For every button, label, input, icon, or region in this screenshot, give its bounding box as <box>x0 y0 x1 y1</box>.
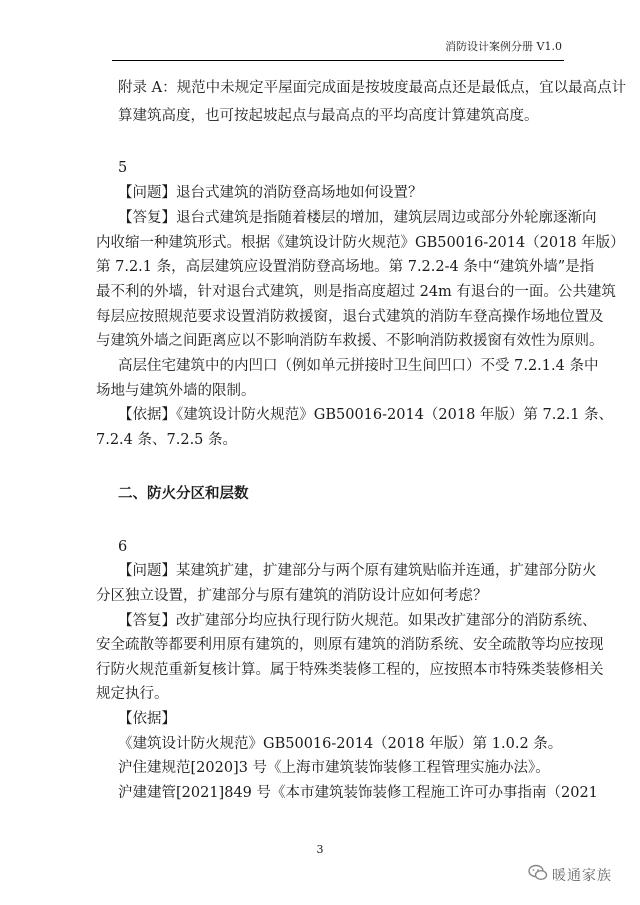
answer-6-line: 安全疏散等都要利用原有建筑的，则原有建筑的消防系统、安全疏散等均应按现 <box>96 637 604 653</box>
answer-5-line: 最不利的外墙，针对退台式建筑，则是指高度超过 24m 有退台的一面。公共建筑 <box>96 284 616 300</box>
basis-6-line: 沪建建管[2021]849 号《本市建筑装饰装修工程施工许可办事指南（2021 <box>118 785 598 801</box>
basis-6-label: 【依据】 <box>118 711 176 727</box>
answer-5-line: 第 7.2.1 条，高层建筑应设置消防登高场地。第 7.2.2-4 条中“建筑外墙”是指 <box>96 259 595 275</box>
answer-5-line: 与建筑外墙之间距离应以不影响消防车救援、不影响消防救援窗有效性为原则。 <box>96 333 604 349</box>
watermark-text: 暖通家族 <box>552 868 612 884</box>
answer-6-line: 行防火规范重新复核计算。属于特殊类装修工程的，应按照本市特殊类装修相关 <box>96 662 604 678</box>
wechat-icon <box>528 864 548 886</box>
answer-5-line: 【答复】退台式建筑是指随着楼层的增加，建筑层周边或部分外轮廓逐渐向 <box>118 210 597 226</box>
page-number: 3 <box>316 843 324 856</box>
answer-5-line: 每层应按照规范要求设置消防救援窗，退台式建筑的消防车登高操作场地位置及 <box>96 309 604 325</box>
answer-5-line: 高层住宅建筑中的内凹口（例如单元拼接时卫生间凹口）不受 7.2.1.4 条中 <box>118 358 599 374</box>
question-5: 【问题】退台式建筑的消防登高场地如何设置？ <box>118 185 423 201</box>
header-divider <box>112 60 564 61</box>
basis-5-line: 7.2.4 条、7.2.5 条。 <box>96 432 238 448</box>
appendix-line: 算建筑高度，也可按起坡起点与最高点的平均高度计算建筑高度。 <box>118 108 539 124</box>
answer-5-line: 场地与建筑外墙的限制。 <box>96 383 256 399</box>
answer-6-line: 【答复】改扩建部分均应执行现行防火规范。如果改扩建部分的消防系统、 <box>118 613 597 629</box>
question-6-line: 分区独立设置，扩建部分与原有建筑的消防设计应如何考虑？ <box>96 588 488 604</box>
basis-5-line: 【依据】《建筑设计防火规范》GB50016-2014（2018 年版）第 7.2.1 条、 <box>118 407 614 423</box>
answer-6-line: 规定执行。 <box>96 686 169 702</box>
item-number: 5 <box>118 160 128 176</box>
basis-6-line: 沪住建规范[2020]3 号《上海市建筑装饰装修工程管理实施办法》。 <box>118 760 550 776</box>
item-number: 6 <box>118 539 128 555</box>
watermark <box>528 864 612 886</box>
document-header: 消防设计案例分册 V1.0 <box>445 40 562 53</box>
answer-5-line: 内收缩一种建筑形式。根据《建筑设计防火规范》GB50016-2014（2018 年版） <box>96 235 625 251</box>
section-heading: 二、防火分区和层数 <box>118 485 249 502</box>
question-6-line: 【问题】某建筑扩建，扩建部分与两个原有建筑贴临并连通，扩建部分防火 <box>118 563 597 579</box>
basis-6-line: 《建筑设计防火规范》GB50016-2014（2018 年版）第 1.0.2 条。 <box>118 736 563 752</box>
appendix-line: 附录 A：规范中未规定平屋面完成面是按坡度最高点还是最低点，宜以最高点计 <box>118 80 627 96</box>
